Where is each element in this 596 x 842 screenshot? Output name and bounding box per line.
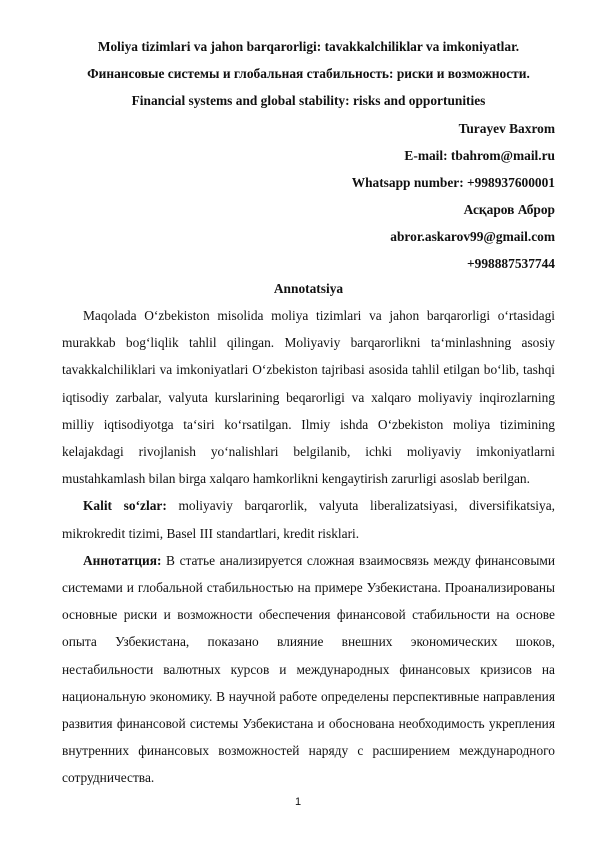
russian-annotation-label: Аннотатция:: [83, 552, 162, 568]
author2-name: Асқаров Аброр: [463, 202, 555, 217]
author1-email: E-mail: tbahrom@mail.ru: [404, 148, 555, 163]
title-uzbek: Moliya tizimlari va jahon barqarorligi: tavakkalchiliklar va imkoniyatlar.: [97, 39, 520, 54]
title-russian: Финансовые системы и глобальная стабильность: риски и возможности.: [87, 66, 530, 81]
author2-email: abror.askarov99@gmail.com: [390, 229, 555, 244]
page-number: 1: [294, 796, 302, 808]
author2-phone: +998887537744: [467, 256, 555, 271]
annotation-heading: Annotatsiya: [273, 281, 344, 296]
annotation-russian: [62, 547, 555, 792]
page-content: [62, 37, 555, 792]
russian-annotation-text: В статье анализируется сложная взаимосвязь между финансовыми системами и глобальной стабильностью на примере Узбекистана. Проанализированы основные риски и возможности обеспечения финансовой стабильности на основе опыта Узбекистана, показано влияние внешних экономических шоков, нестабильности валютных курсов и международных финансовых кризисов на национальную экономику. В научной работе определены перспективные направления развития финансовой системы Узбекистана и обоснована необходимость укрепления внутренних финансовых возможностей наряду с расширением международного сотрудничества.: [62, 552, 555, 786]
author1-whatsapp: Whatsapp number: +998937600001: [351, 175, 555, 190]
title-english: Financial systems and global stability: risks and opportunities: [131, 93, 486, 108]
author-info: [62, 115, 555, 277]
keywords-paragraph: [62, 492, 555, 546]
keywords-text: moliyaviy barqarorlik, valyuta liberalizatsiyasi, diversifikatsiya, mikrokredit tizimi, Basel III standartlari, kredit risklari.: [62, 498, 555, 541]
annotation-uzbek: Maqolada O‘zbekiston misolida moliya tizimlari va jahon barqarorligi o‘rtasidagi murakkab bog‘liqlik tahlil qilingan. Moliyaviy barqarorlikni ta‘minlashning asosiy tavakkalchiliklari va imkoniyatlari O‘zbekiston tajribasi asosida tahlil etilgan bo‘lib, tashqi iqtisodiy zarbalar, valyuta kurslarining beqarorligi va xalqaro moliyaviy inqirozlarning milliy iqtisodiyotga ta‘siri ko‘rsatilgan. Ilmiy ishda O‘zbekiston moliya tizimining kelajakdagi rivojlanish yo‘nalishlari belgilanib, ichki moliyaviy imkoniyatlarni mustahkamlash bilan birga xalqaro hamkorlikni kengaytirish zarurligi asoslab berilgan.: [62, 308, 555, 487]
author1-name: Turayev Baxrom: [458, 121, 555, 136]
keywords-label: Kalit so‘zlar:: [83, 498, 167, 514]
